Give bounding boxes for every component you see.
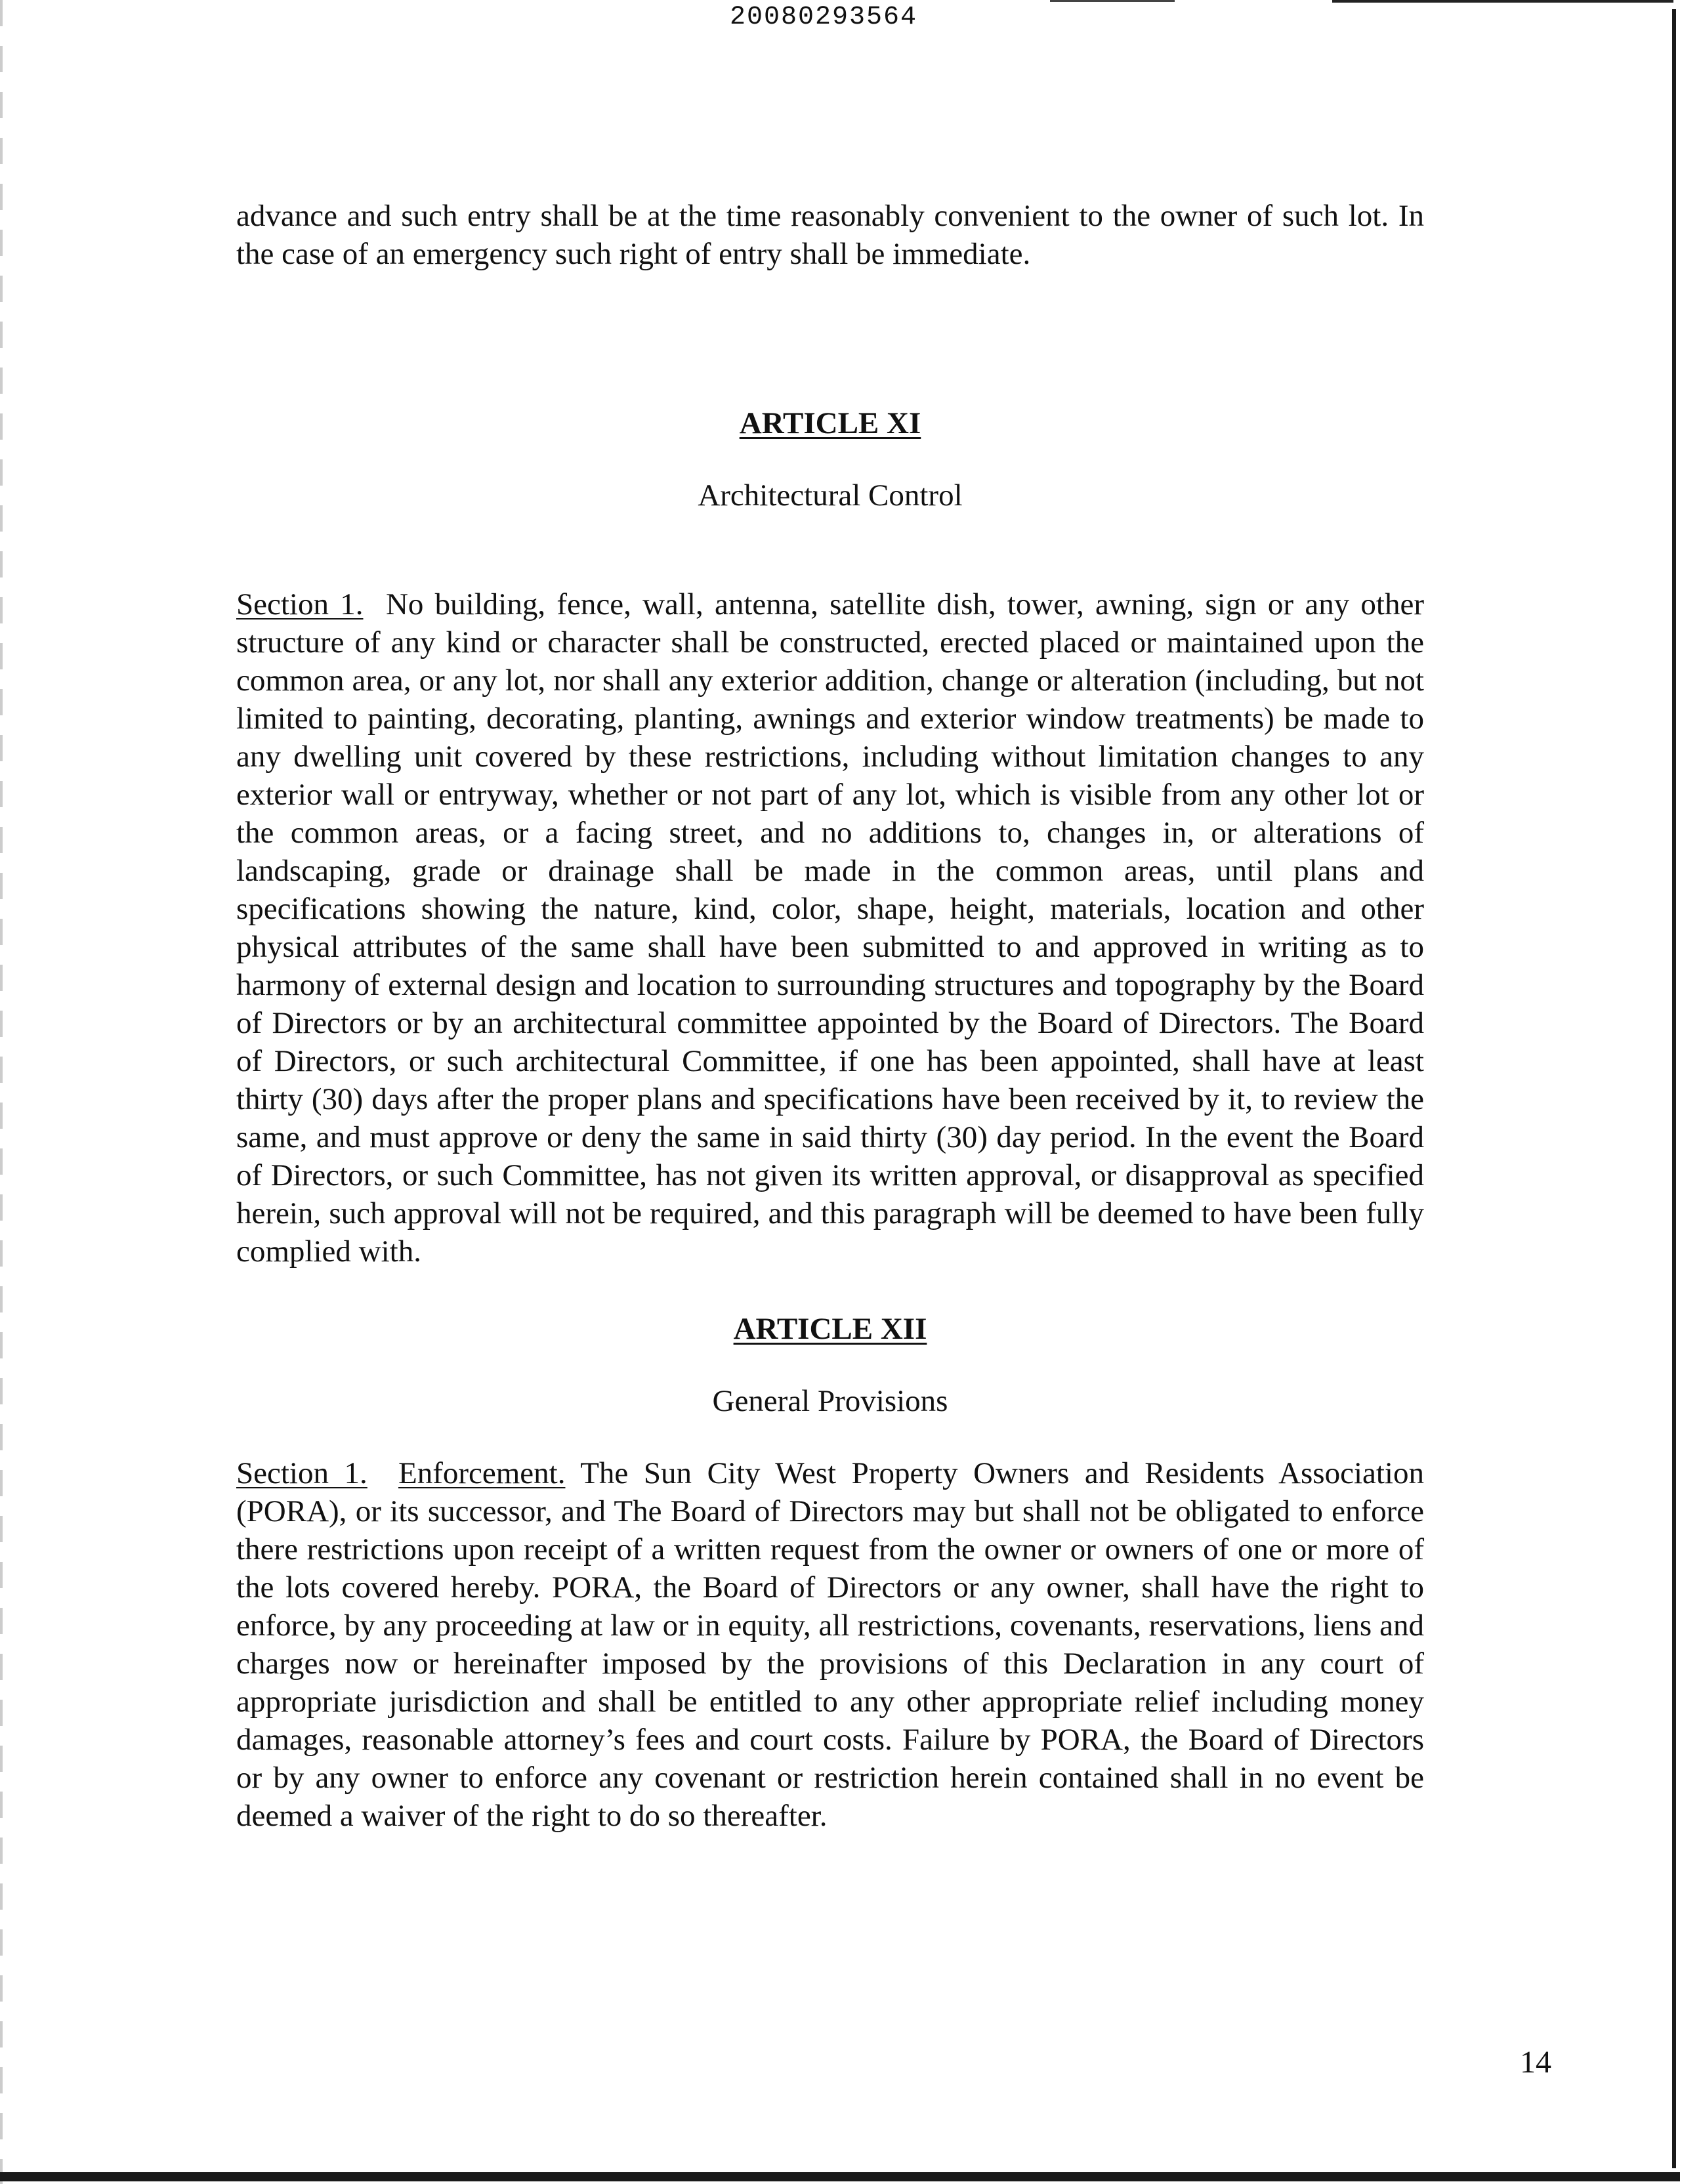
section-label: Section 1. bbox=[236, 587, 364, 621]
article-xii-subtitle: General Provisions bbox=[712, 1384, 948, 1418]
article-xi-subtitle: Architectural Control bbox=[698, 478, 963, 513]
article-xii-title: ARTICLE XII bbox=[733, 1312, 927, 1346]
article-xii-heading bbox=[236, 1310, 1424, 1348]
section-body: No building, fence, wall, antenna, satellite dish, tower, awning, sign or any other structure of any kind or character shall be constructed, erected placed or maintained upon the common area, or any lot, nor shall any exterior addition, change or alteration (including, but not limited to painting, decorating, planting, awnings and exterior window treatments) be made to any dwelling unit covered by these restrictions, including without limitation changes to any exterior wall or entryway, whether or not part of any lot, which is visible from any other lot or the common areas, or a facing street, and no additions to, changes in, or alterations of landscaping, grade or drainage shall be made in the common areas, until plans and specifications showing the nature, kind, color, shape, height, materials, location and other physical attributes of the same shall have been submitted to and approved in writing as to harmony of external design and location to surrounding structures and topography by the Board of Directors or by an architectural committee appointed by the Board of Directors. The Board of Directors, or such architectural Committee, if one has been appointed, shall have at least thirty (30) days after the proper plans and specifications have been received by it, to review the same, and must approve or deny the same in said thirty (30) day period. In the event the Board of Directors, or such Committee, has not given its written approval, or disapproval as specified herein, such approval will not be required, and this paragraph will be deemed to have been fully complied with. bbox=[236, 587, 1425, 1269]
document-number: 20080293564 bbox=[729, 3, 918, 32]
section-label: Section 1. bbox=[236, 1456, 368, 1490]
intro-paragraph: advance and such entry shall be at the time reasonably convenient to the owner of such lot. In the case of an emergency such right of entry shall be immediate. bbox=[236, 199, 1424, 271]
article-xi-heading bbox=[236, 404, 1424, 442]
scan-left-edge bbox=[0, 0, 3, 2184]
scan-top-mark bbox=[1050, 0, 1175, 2]
scan-bottom-border bbox=[0, 2172, 1680, 2181]
article-xi-title: ARTICLE XI bbox=[739, 406, 921, 440]
article-xii-section-1 bbox=[236, 1454, 1424, 1835]
article-xi-section-1 bbox=[236, 585, 1424, 1270]
page-content bbox=[236, 197, 1424, 1835]
section-heading: Enforcement. bbox=[398, 1456, 566, 1490]
page-number: 14 bbox=[1520, 2045, 1551, 2080]
section-body: The Sun City West Property Owners and Residents Association (PORA), or its successor, and The Board of Directors may but shall not be obligated to enforce there restrictions upon receipt of a written request from the owner or owners of one or more of the lots covered hereby. PORA, the Board of Directors or any owner, shall have the right to enforce, by any proceeding at law or in equity, all restrictions, covenants, reservations, liens and charges now or hereinafter imposed by the provisions of this Declaration in any court of appropriate jurisdiction and shall be entitled to any other appropriate relief including money damages, reasonable attorney’s fees and court costs. Failure by PORA, the Board of Directors or by any owner to enforce any covenant or restriction herein contained shall in no event be deemed a waiver of the right to do so thereafter. bbox=[236, 1456, 1424, 1833]
scan-right-border bbox=[1672, 9, 1676, 2168]
